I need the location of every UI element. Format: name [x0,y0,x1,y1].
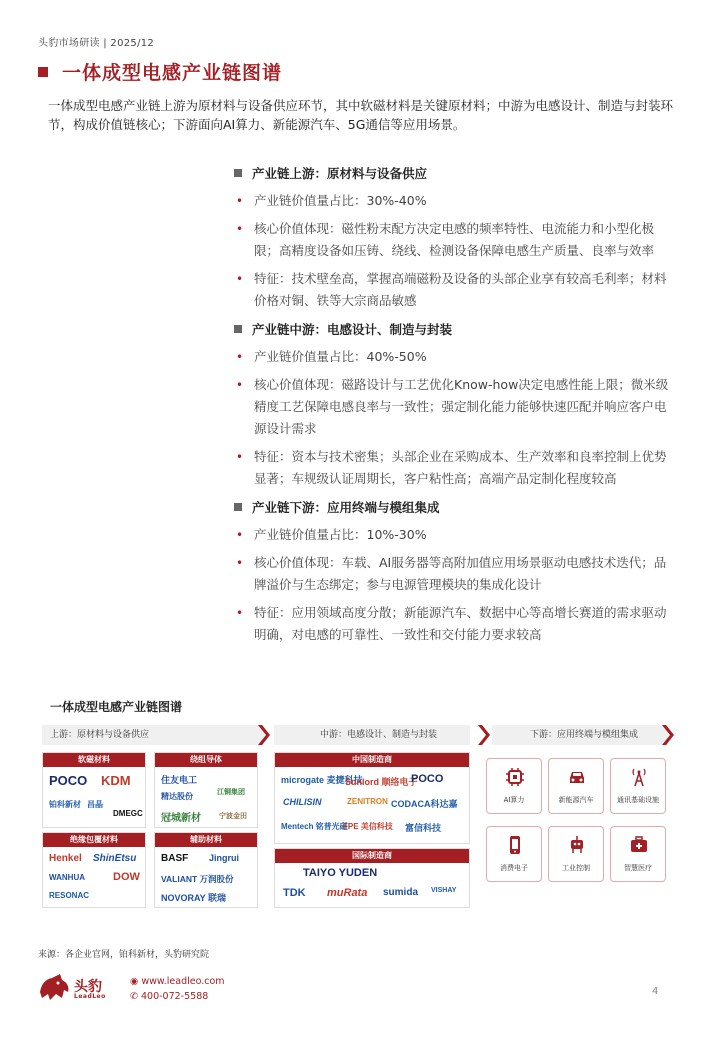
app-ev: 新能源汽车 [548,758,604,814]
logo-basf: BASF [161,853,189,864]
logo-murata: muRata [327,887,368,899]
bullet-icon: • [236,194,244,208]
logo-novoray: NOVORAY 联瑞 [161,893,227,903]
brand-name: 头豹 [74,979,102,995]
bullet-icon: • [236,450,244,464]
section-heading-upstream: 产业链上游：原材料与设备供应 [236,162,678,184]
logo-jiangtong: 江铜集团 [217,789,245,796]
leopard-logo-icon [38,972,72,1004]
logo-dmegc: DMEGC [113,809,143,818]
bullet-icon: • [236,222,244,236]
logo-zenitron: ZENITRON [347,797,388,806]
bullet-icon: • [236,528,244,542]
logo-valiant: VALIANT 万润股份 [161,874,234,884]
square-bullet-icon [234,169,242,177]
tower-icon [629,767,649,787]
soft-magnetic-box: 软磁材料 POCO KDM 铂科新材 昌晶 DMEGC [42,752,146,828]
logo-vishay: VISHAY [431,887,457,894]
logo-shinetsu: ShinEtsu [93,853,137,864]
stage-upstream: 上游：原材料与设备供应 [42,725,264,745]
stage-midstream: 中游：电感设计、制造与封装 [274,725,470,745]
page-title: 一体成型电感产业链图谱 [38,58,282,85]
logo-sumitomo: 住友电工 [161,775,198,785]
coating-box: 绝缘包覆材料 Henkel ShinEtsu WANHUA DOW RESONAC [42,832,146,908]
app-consumer-electronics: 消费电子 [486,826,542,882]
list-item: • 核心价值体现：车载、AI服务器等高附加值应用场景驱动电感技术迭代；品牌溢价与生态绑定；参与电源管理模块的集成化设计 [236,552,678,596]
logo-resonac: RESONAC [49,891,90,900]
logo-sunlord: Sunlord 顺络电子 [345,777,418,787]
list-item: • 产业链价值量占比：30%-40% [236,190,678,212]
logo-dow: DOW [113,871,140,883]
logo-wanhua: WANHUA [49,873,85,882]
app-industrial-control: 工业控制 [548,826,604,882]
logo-mentech: Mentech 铭普光磁 [281,822,348,831]
logo-poco: POCO [411,773,444,785]
figure-title: 一体成型电感产业链图谱 [50,700,183,714]
international-manufacturers-box: 国际制造商 TAIYO YUDEN TDK muRata sumida VISHAY [274,848,470,908]
logo-microgate: microgate 麦捷科技 [281,775,363,785]
list-item: • 产业链价值量占比：40%-50% [236,346,678,368]
page-number: 4 [652,986,659,997]
list-item: • 核心价值体现：磁性粉末配方决定电感的频率特性、电流能力和小型化极限；高精度设备如压铸、绕线、检测设备保障电感生产质量、良率与效率 [236,218,678,262]
website-link[interactable]: ◉ www.leadleo.com [130,976,225,987]
list-item: • 特征：技术壁垒高，掌握高端磁粉及设备的头部企业享有较高毛利率；材料价格对铜、铁等大宗商品敏感 [236,268,678,312]
logo-fpe: FPE 美信科技 [343,822,393,831]
section-heading-midstream: 产业链中游：电感设计、制造与封装 [236,318,678,340]
chain-points [236,162,678,652]
logo-henkel: Henkel [49,853,82,864]
bullet-icon: • [236,378,244,392]
winding-box: 绕组导体 住友电工 江铜集团 精达股份 冠城新材 宁波金田 [154,752,258,828]
app-smart-medical: 智慧医疗 [610,826,666,882]
logo-changjing: 昌晶 [87,800,103,809]
logo-jingrui: Jingrui [209,853,240,863]
robot-icon [567,835,587,855]
logo-jingda: 精达股份 [161,792,193,801]
source-note: 来源：各企业官网，铂科新材，头豹研究院 [38,950,210,960]
chevron-right-icon [660,725,676,745]
bullet-icon: • [236,272,244,286]
auxiliary-box: 辅助材料 BASF Jingrui VALIANT 万润股份 NOVORAY 联瑞 [154,832,258,908]
app-ai-computing: AI算力 [486,758,542,814]
stage-downstream: 下游：应用终端与模组集成 [492,725,668,745]
chevron-right-icon [476,725,492,745]
bullet-icon: • [236,606,244,620]
logo-chilisin: CHILISIN [283,797,322,807]
list-item: • 特征：资本与技术密集；头部企业在采购成本、生产效率和良率控制上优势显著；车规级认证周期长，客户粘性高；高端产品定制化程度较高 [236,446,678,490]
globe-icon: ◉ [130,976,142,987]
logo-platinum: 铂科新材 [49,800,81,809]
app-telecom: 通讯基础设施 [610,758,666,814]
logo-fuxin: 富信科技 [405,823,442,833]
logo-guancheng: 冠城新材 [161,813,201,824]
bullet-icon: • [236,556,244,570]
square-bullet-icon [234,325,242,333]
logo-poco: POCO [49,773,88,788]
title-square-icon [38,67,48,77]
phone-icon [505,835,525,855]
bullet-icon: • [236,350,244,364]
square-bullet-icon [234,503,242,511]
breadcrumb: 头豹市场研读 | 2025/12 [38,38,155,49]
list-item: • 核心价值体现：磁路设计与工艺优化Know-how决定电感性能上限；微米级精度工艺保障电感良率与一致性；强定制化能力能够快速匹配并响应客户电源设计需求 [236,374,678,440]
phone-number: ✆ 400-072-5588 [130,991,209,1002]
logo-sumida: sumida [383,887,419,898]
car-icon [567,767,587,787]
logo-kdm: KDM [101,773,131,788]
brand-subtitle: LeadLeo [74,993,106,1000]
china-manufacturers-box: 中国制造商 microgate 麦捷科技 Sunlord 顺络电子 POCO CHILISIN ZENITRON CODACA科达嘉 Mentech 铭普光磁 FPE 美信科技 富信科技 [274,752,470,844]
list-item: • 产业链价值量占比：10%-30% [236,524,678,546]
phone-icon: ✆ [130,991,141,1002]
logo-codaca: CODACA科达嘉 [391,799,458,809]
chip-icon [505,767,525,787]
list-item: • 特征：应用领域高度分散；新能源汽车、数据中心等高增长赛道的需求驱动明确，对电感的可靠性、一致性和交付能力要求较高 [236,602,678,646]
section-heading-downstream: 产业链下游：应用终端与模组集成 [236,496,678,518]
medical-icon [629,835,649,855]
logo-taiyo-yuden: TAIYO YUDEN [303,867,378,879]
logo-jintian: 宁波金田 [219,813,247,820]
logo-tdk: TDK [283,887,306,899]
chevron-right-icon [256,725,272,745]
intro-paragraph: 一体成型电感产业链上游为原材料与设备供应环节，其中软磁材料是关键原材料；中游为电感设计、制造与封装环节，构成价值链核心；下游面向AI算力、新能源汽车、5G通信等应用场景。 [48,98,674,132]
